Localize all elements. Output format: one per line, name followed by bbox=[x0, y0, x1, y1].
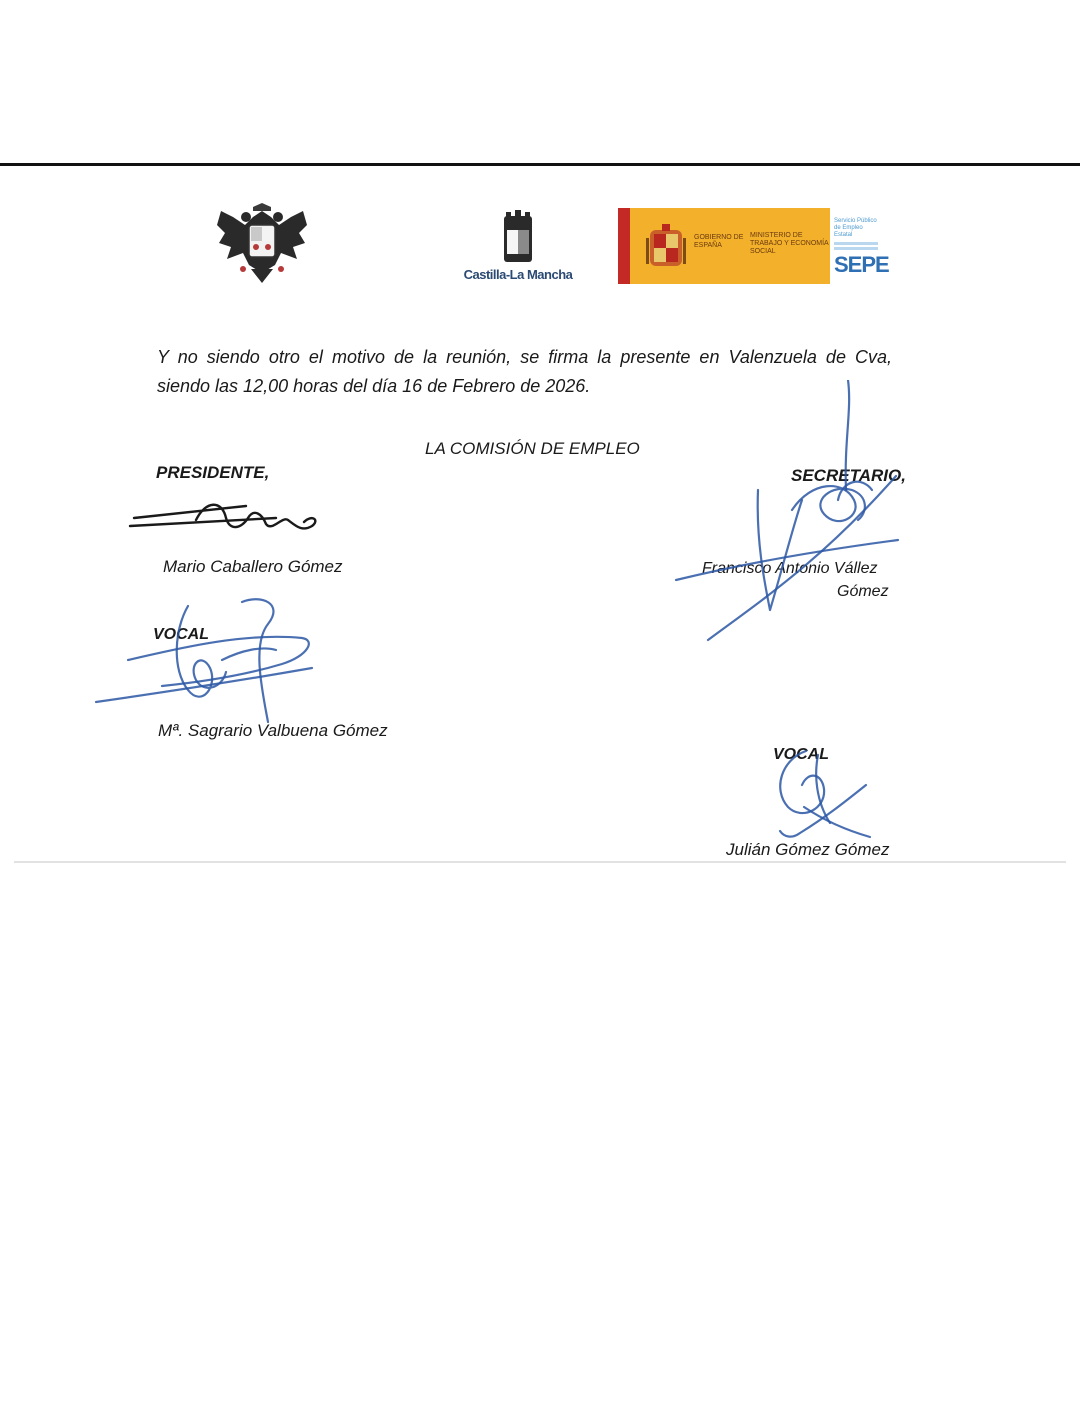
castle-icon bbox=[458, 210, 578, 264]
secretary-role-label: SECRETARIO, bbox=[791, 466, 906, 485]
vocal-1-signature-icon bbox=[92, 590, 322, 740]
sepe-subtitle: Servicio Público de Empleo Estatal bbox=[834, 218, 877, 238]
secretary-signature-icon bbox=[672, 380, 902, 650]
gobierno-espana-logo bbox=[618, 208, 830, 284]
secretary-surname: Gómez bbox=[837, 583, 889, 600]
toledo-coat-of-arms-icon bbox=[213, 203, 311, 285]
sepe-divider bbox=[834, 247, 878, 250]
footer-divider bbox=[14, 861, 1066, 863]
vocal-1-role-label: VOCAL bbox=[153, 626, 209, 643]
sepe-logo bbox=[834, 218, 889, 278]
vocal-1-name: Mª. Sagrario Valbuena Gómez bbox=[158, 721, 388, 740]
commission-title: LA COMISIÓN DE EMPLEO bbox=[425, 439, 640, 458]
sepe-divider bbox=[834, 242, 878, 245]
vocal-2-name: Julián Gómez Gómez bbox=[726, 840, 890, 859]
castilla-la-mancha-logo bbox=[458, 210, 578, 284]
closing-paragraph-line-2: siendo las 12,00 horas del día 16 de Febrero de 2026. bbox=[157, 376, 591, 396]
closing-paragraph-line-1: Y no siendo otro el motivo de la reunión, se firma la presente en Valenzuela de Cva, bbox=[157, 347, 892, 367]
header-divider bbox=[0, 163, 1080, 166]
president-role-label: PRESIDENTE, bbox=[156, 463, 270, 482]
spain-shield-icon bbox=[646, 224, 686, 270]
castilla-la-mancha-label: Castilla-La Mancha bbox=[463, 267, 573, 282]
president-signature-icon bbox=[126, 492, 322, 540]
ministerio-trabajo-text: MINISTERIO DE TRABAJO Y ECONOMÍA SOCIAL bbox=[750, 232, 829, 255]
vocal-2-role-label: VOCAL bbox=[773, 746, 829, 763]
gobierno-espana-text: GOBIERNO DE ESPAÑA bbox=[694, 234, 744, 249]
president-name: Mario Caballero Gómez bbox=[163, 557, 343, 576]
sepe-label: SEPE bbox=[834, 252, 889, 277]
secretary-name: Francisco Antonio Vállez bbox=[702, 560, 878, 577]
